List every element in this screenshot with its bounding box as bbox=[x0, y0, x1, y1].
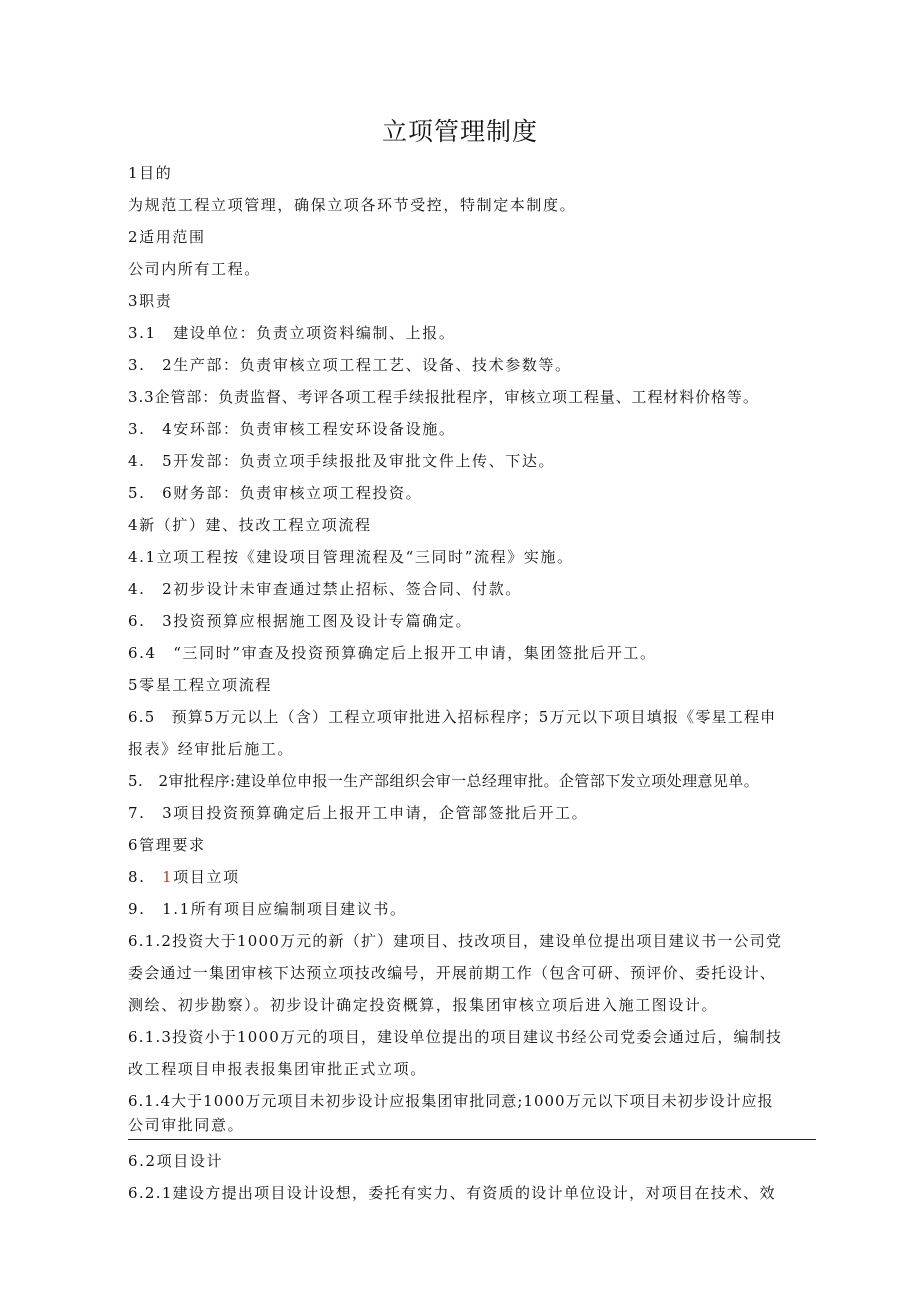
heading-purpose: 1目的 bbox=[128, 164, 173, 182]
paragraph-line: 6.1.2投资大于1000万元的新（扩）建项目、技改项目，建设单位提出项目建议书一公司党 bbox=[128, 932, 783, 950]
paragraph-line: 测绘、初步勘察）。初步设计确定投资概算，报集团审核立项后进入施工图设计。 bbox=[128, 996, 719, 1014]
paragraph-line: 公司内所有工程。 bbox=[128, 260, 261, 278]
paragraph-line: 3.1 建设单位：负责立项资料编制、上报。 bbox=[128, 324, 456, 342]
paragraph-line: 为规范工程立项管理，确保立项各环节受控，特制定本制度。 bbox=[128, 196, 577, 214]
paragraph-line: 4. 2初步设计未审查通过禁止招标、签合同、付款。 bbox=[128, 580, 522, 598]
item-label: 项目立项 bbox=[173, 868, 240, 886]
item-number-highlight: 1 bbox=[162, 868, 174, 886]
heading-management: 6管理要求 bbox=[128, 836, 206, 854]
paragraph-line: 6.2.1建设方提出项目设计设想，委托有实力、有资质的设计单位设计，对项目在技术、效 bbox=[128, 1184, 776, 1202]
paragraph-line: 报表》经审批后施工。 bbox=[128, 740, 295, 758]
document-title: 立项管理制度 bbox=[381, 117, 538, 146]
heading-scope: 2适用范围 bbox=[128, 228, 206, 246]
paragraph-line: 3. 2生产部：负责审核立项工程工艺、设备、技术参数等。 bbox=[128, 356, 572, 374]
paragraph-line: 6.1.4大于1000万元项目未初步设计应报集团审批同意;1000万元以下项目未初步设计应报 bbox=[128, 1092, 774, 1110]
paragraph-line: 3. 4安环部：负责审核工程安环设备设施。 bbox=[128, 420, 456, 438]
paragraph-line: 5. 2审批程序:建设单位申报一生产部组织会审一总经理审批。企管部下发立项处理意见单。 bbox=[128, 772, 760, 790]
heading-duties: 3职责 bbox=[128, 292, 173, 310]
paragraph-line: 4.1立项工程按《建设项目管理流程及“三同时”流程》实施。 bbox=[128, 548, 574, 566]
heading-new-projects: 4新（扩）建、技改工程立项流程 bbox=[128, 516, 372, 534]
paragraph-line: 6.1.3投资小于1000万元的项目，建设单位提出的项目建议书经公司党委会通过后，编制技 bbox=[128, 1028, 783, 1046]
heading-small-projects: 5零星工程立项流程 bbox=[128, 676, 272, 694]
paragraph-line: 3.3企管部：负责监督、考评各项工程手续报批程序，审核立项工程量、工程材料价格等。 bbox=[128, 388, 759, 406]
paragraph-line: 6.4 “三同时”审查及投资预算确定后上报开工申请，集团签批后开工。 bbox=[128, 644, 657, 662]
paragraph-line bbox=[128, 867, 818, 887]
paragraph-line: 7. 3项目投资预算确定后上报开工申请，企管部签批后开工。 bbox=[128, 804, 589, 822]
paragraph-line: 委会通过一集团审核下达预立项技改编号，开展前期工作（包含可研、预评价、委托设计、 bbox=[128, 964, 777, 982]
paragraph-line: 5. 6财务部：负责审核立项工程投资。 bbox=[128, 484, 423, 502]
item-number: 8. bbox=[128, 868, 163, 886]
paragraph-line: 4. 5开发部：负责立项手续报批及审批文件上传、下达。 bbox=[128, 452, 556, 470]
paragraph-line: 6. 3投资预算应根据施工图及设计专篇确定。 bbox=[128, 612, 473, 630]
paragraph-line: 改工程项目申报表报集团审批正式立项。 bbox=[128, 1060, 427, 1078]
paragraph-line: 公司审批同意。 bbox=[128, 1116, 245, 1134]
heading-design: 6.2项目设计 bbox=[128, 1152, 224, 1170]
horizontal-rule bbox=[128, 1139, 816, 1140]
paragraph-line: 9. 1.1所有项目应编制项目建议书。 bbox=[128, 900, 407, 918]
paragraph-line: 6.5 预算5万元以上（含）工程立项审批进入招标程序；5万元以下项目填报《零星工程申 bbox=[128, 708, 777, 726]
